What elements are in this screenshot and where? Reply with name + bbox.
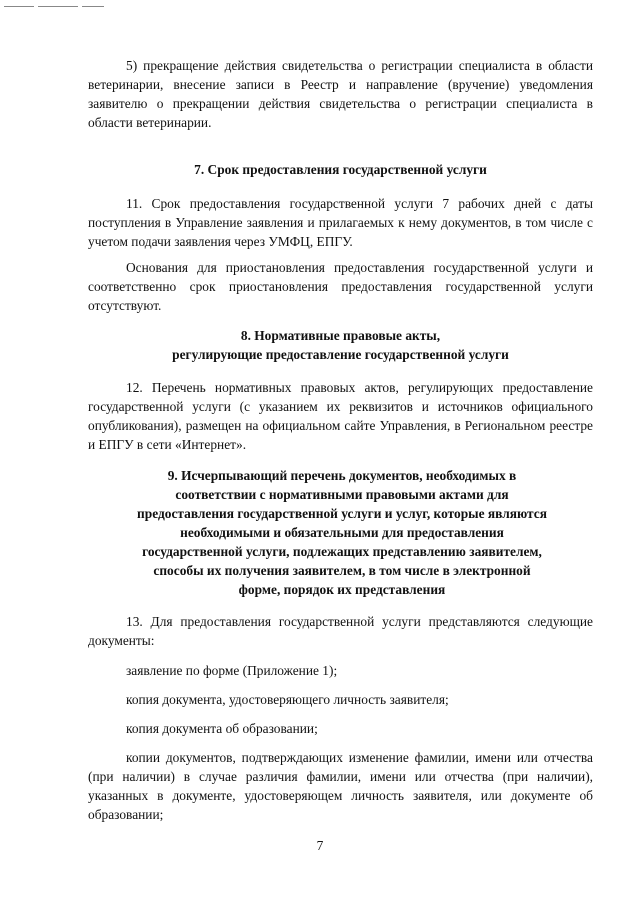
section-heading-8-line2: регулирующие предоставление государственной услуги [172, 347, 509, 362]
paragraph-suspension-grounds: Основания для приостановления предоставления государственной услуги и соответственно срок приостановления предоставления государственной услуги отсутствуют. [88, 260, 593, 313]
list-item: копия документа об образовании; [126, 721, 318, 736]
scan-artifact [4, 6, 114, 8]
paragraph-11: 11. Срок предоставления государственной услуги 7 рабочих дней с даты поступления в Управление заявления и прилагаемых к нему документов, в том числе с учетом подачи заявления через УМФЦ, ЕПГУ. [88, 196, 593, 249]
paragraph-item-5: 5) прекращение действия свидетельства о регистрации специалиста в области ветеринарии, внесение записи в Реестр и направление (вручение) уведомления заявителю о прекращении действия свидетельства о регистрации специалиста в области ветеринарии. [88, 58, 593, 130]
list-item: копии документов, подтверждающих изменение фамилии, имени или отчества (при наличии) в случае различия фамилии, имени или отчества (при наличии), указанных в документе, удостоверяющем личность заявителя, или документе об образовании; [88, 750, 593, 822]
paragraph-12: 12. Перечень нормативных правовых актов, регулирующих предоставление государственной услуги (с указанием их реквизитов и источников официального опубликования), размещен на официальном сайте Управления, в Региональном реестре и ЕПГУ в сети «Интернет». [88, 380, 593, 452]
list-item: копия документа, удостоверяющего личность заявителя; [126, 692, 449, 707]
section-heading-7: 7. Срок предоставления государственной услуги [194, 162, 487, 177]
page-number: 7 [316, 838, 324, 853]
list-item: заявление по форме (Приложение 1); [126, 663, 338, 678]
paragraph-13: 13. Для предоставления государственной услуги представляются следующие документы: [88, 614, 593, 648]
section-heading-9: 9. Исчерпывающий перечень документов, необходимых в соответствии с нормативными правовыми актами для предоставления государственной услуги и услуг, которые являются необходимыми и обязательными для предоставления государственной услуги, подлежащих представлению заявителем, способы их получения заявителем, в том числе в электронной форме, порядок их представления [137, 468, 547, 597]
section-heading-8-line1: 8. Нормативные правовые акты, [240, 328, 441, 343]
